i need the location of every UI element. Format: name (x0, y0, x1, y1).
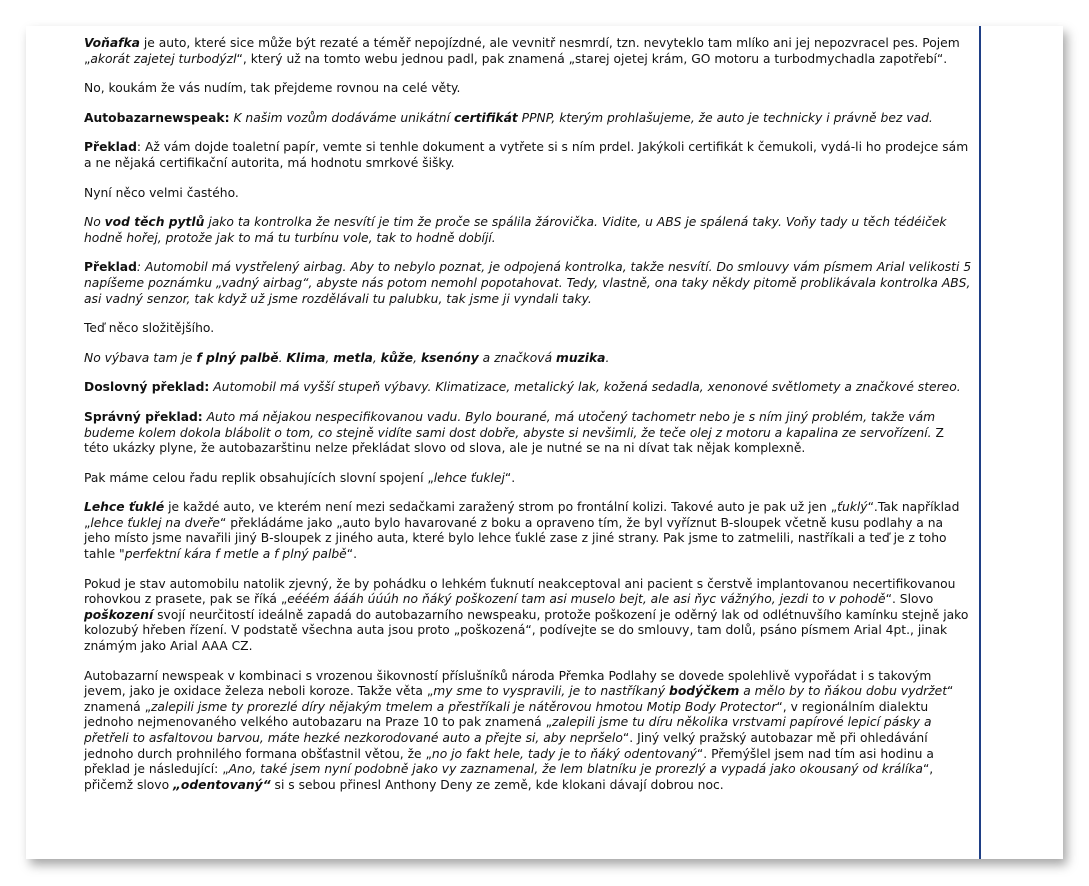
emphasis (421, 351, 479, 365)
text-run: a značková (478, 350, 557, 365)
article-paragraph (84, 186, 972, 202)
emphasis (84, 500, 164, 514)
emphasis (105, 215, 205, 229)
text-run: muzika (556, 350, 606, 365)
emphasis (84, 36, 140, 50)
article-paragraph (84, 321, 972, 337)
text-run: Pak máme celou řadu replik obsahujících slovní spojení „ (84, 470, 434, 485)
text-run: akorát zajetej turbodýzl (90, 51, 237, 66)
text-run: si s sebou přinesl Anthony Deny ze země, kde klokani dávají dobrou noc. (270, 777, 724, 792)
text-run: PPNP, kterým prohlašujeme, že auto je technicky i právně bez vad. (517, 110, 933, 125)
text-run: , (372, 350, 381, 365)
text-run: Ano, také jsem nyní podobně jako vy zaznamenal, že lem blatníku je prorezlý a vypadá jako okousaný od králíka (228, 762, 923, 777)
text-run: svojí neurčitostí ideálně zapadá do autobazarního newspeaku, protože poškození je oděrný lak od odlétnuvšího kamínku stejně jako kolozubý hřeben řízení. V podstatě všechna auta jsou proto „poškozená“, podívejte se do smlouvy, tam dolů, psáno písmem Arial 4pt., jinak známým jako Arial AAA CZ. (84, 607, 969, 654)
text-run: Překlad (84, 260, 137, 275)
text-run: f plný palbě (196, 350, 279, 365)
emphasis (333, 351, 373, 365)
text-run: Autobazarní newspeak v kombinaci s vrozenou šikovností příslušníků národa Přemka Podlahy se dovede spolehlivě vypořádat i s takovým jevem, jako je oxidace železa neboli koroze. Takže věta „ (84, 668, 932, 699)
text-run: Automobil má vyšší stupeň výbavy. Klimatizace, metalický lak, kožená sedadla, xenonové světlomety a značkové stereo. (209, 380, 961, 395)
text-run: “ překládáme jako „auto bylo havarované z boku a opraveno tím, že byl vyříznut B-sloupek včetně kusu podlahy a na jeho místo jsme navařili jiný B-sloupek z jiného auta, které bylo lehce ťuklé zase z jiné strany. Pak jsme to zatmelili, nastříkali a teď je z toho tahle " (84, 515, 947, 562)
article-page (26, 26, 1063, 859)
text-run: lehce ťuklej (433, 470, 505, 485)
emphasis (286, 351, 325, 365)
text-run: je každé auto, ve kterém není mezi sedačkami zaražený strom po frontální kolizi. Takové auto je pak už jen „ (164, 500, 838, 515)
text-run: ksenóny (420, 350, 479, 365)
article-paragraph (84, 380, 972, 396)
text-run: certifikát (453, 110, 518, 125)
text-run: Klima (286, 350, 326, 365)
text-run: perfektní kára f metle a f plný palbě (124, 547, 347, 562)
article-paragraph (84, 81, 972, 97)
text-run: Pokud je stav automobilu natolik zjevný, že by pohádku o lehkém ťuknutí neakceptoval ani pacient s čerstvě implantovanou necertifikovanou rohovkou z prasete, pak se říká „ (84, 576, 956, 607)
text-run: kůže (380, 350, 414, 365)
text-run: a mělo by to ňákou dobu vydržet (739, 684, 948, 699)
text-run: “. Přemýšlel jsem nad tím asi hodinu a překlad je následující: „ (84, 746, 934, 777)
text-run: no jo fakt hele, tady je to ňáký odentovaný (431, 746, 697, 761)
article-paragraph (84, 36, 972, 67)
text-run: Doslovný překlad: (84, 380, 210, 395)
text-run: metla (333, 350, 373, 365)
emphasis (381, 351, 413, 365)
text-run: “, který už na tomto webu jednou padl, pak znamená „starej ojetej krám, GO motoru a turbodmychadla zapotřebí“. (236, 51, 948, 66)
text-run: eééém áááh úúúh no ňáký poškození tam asi muselo bejt, ale asi ňyc vážnýho, jezdi to v pohodě (287, 592, 886, 607)
emphasis (454, 111, 518, 125)
text-run: Nyní něco velmi častého. (84, 185, 239, 200)
text-run: Autobazarnewspeak: (84, 110, 230, 125)
text-run: lehce ťuklej na dveře (90, 515, 220, 530)
text-run: zalepili jsme tu díru několika vrstvami papírové lepicí pásky a přetřeli to asfaltovou barvou, máte hezké nezkorodované auto a přejte si, aby nepršelo (84, 715, 932, 745)
text-run: . (278, 350, 287, 365)
text-run: „odentovaný“ (173, 777, 271, 792)
text-run: Lehce ťuklé (84, 500, 165, 515)
text-run: “. Slovo (885, 592, 934, 607)
text-run: Překlad (84, 140, 137, 155)
emphasis (84, 608, 153, 622)
right-border-rule (979, 26, 981, 859)
text-run: Z této ukázky plyne, že autobazarštinu nelze překládat slovo od slova, ale je nutné se na ni dívat tak nějak komplexně. (84, 425, 944, 456)
emphasis (556, 351, 605, 365)
text-run: “, přičemž slovo (84, 762, 934, 792)
text-run: Voňafka (84, 36, 140, 50)
article-paragraph (84, 500, 972, 562)
text-run: ťuklý (837, 500, 868, 515)
text-run: No (84, 215, 105, 230)
emphasis (173, 778, 271, 792)
emphasis (669, 684, 739, 698)
text-run: , (325, 350, 334, 365)
text-run: . (605, 350, 610, 365)
text-run: bodýčkem (669, 684, 740, 699)
text-run: zalepili jsme ty prorezlé díry nějakým tmelem a přestříkali je nátěrovou hmotou Motip Body Protector (150, 699, 777, 714)
text-run: “. (504, 470, 516, 485)
text-run: Teď něco složitějšího. (84, 321, 215, 336)
text-run: poškození (84, 607, 154, 622)
article-paragraph (84, 351, 972, 367)
article-paragraph (84, 669, 972, 794)
article-paragraph (84, 260, 972, 307)
emphasis (196, 351, 278, 365)
text-run: Auto má nějakou nespecifikovanou vadu. Bylo bourané, má utočený tachometr nebo je s ním jiný problém, takže vám budeme kolem dokola blábolit o tom, co stejně vidíte sami dost dobře, abyste si nevšimli, že teče olej z motoru a kapalina ze servořízení. (84, 409, 936, 440)
article-paragraph (84, 140, 972, 171)
text-run: “. (346, 547, 358, 562)
article-paragraph (84, 577, 972, 655)
text-run: , (413, 350, 421, 365)
article-paragraph (84, 410, 972, 457)
text-run: “. Jiný velký pražský autobazar mě při ohledávání jednoho durch prohnilého formana obšťastnil větou, že „ (84, 731, 928, 761)
text-run: No, koukám že vás nudím, tak přejdeme rovnou na celé věty. (84, 81, 461, 96)
text-run: vod těch pytlů (104, 215, 205, 230)
text-run: my sme to vyspravili, je to nastříkaný (433, 684, 670, 699)
text-run: K našim vozům dodáváme unikátní (229, 110, 454, 125)
article-paragraph (84, 215, 972, 246)
text-run: Správný překlad: (84, 409, 203, 424)
article-content (84, 36, 972, 807)
text-run: jako ta kontrolka že nesvítí je tim že proče se spálila žárovička. Vidite, u ABS je spálená taky. Voňy tady u těch tédéiček hodně hořej, protože jak to má tu turbínu vole, tak to hodně dobíjí. (84, 215, 947, 245)
text-run: : Až vám dojde toaletní papír, vemte si tenhle dokument a vytřete si s ním prdel. Jakýkoli certifikát k čemukoli, vydá-li ho prodejce sám a ne nějaká certifikační autorita, má hodnotu smrkové šišky. (84, 140, 969, 170)
text-run: “ znamená „ (84, 684, 954, 714)
text-run: : Automobil má vystřelený airbag. Aby to nebylo poznat, je odpojená kontrolka, takže nesvítí. Do smlouvy vám písmem Arial velikosti 5 napíšeme poznámku „vadný airbag“, abyste nás potom nemohl popotahovat. Tedy, vlastně, ona taky někdy pitomě problikávala kontrolka ABS, asi vadný senzor, tak když už jsme rozdělávali tu palubku, tak jsme ji vyndali taky. (84, 260, 972, 306)
text-run: No výbava tam je (84, 350, 197, 365)
text-run: “, v regionálním dialektu jednoho nejmenovaného velkého autobazaru na Praze 10 to pak znamená „ (84, 699, 929, 730)
text-run: je auto, které sice může být rezaté a téměř nepojízdné, ale vevnitř nesmrdí, tzn. nevyteklo tam mlíko ani jej nepozvracel pes. Pojem „ (84, 36, 960, 66)
article-paragraph (84, 471, 972, 487)
text-run: “.Tak například „ (84, 500, 960, 530)
article-paragraph (84, 111, 972, 127)
